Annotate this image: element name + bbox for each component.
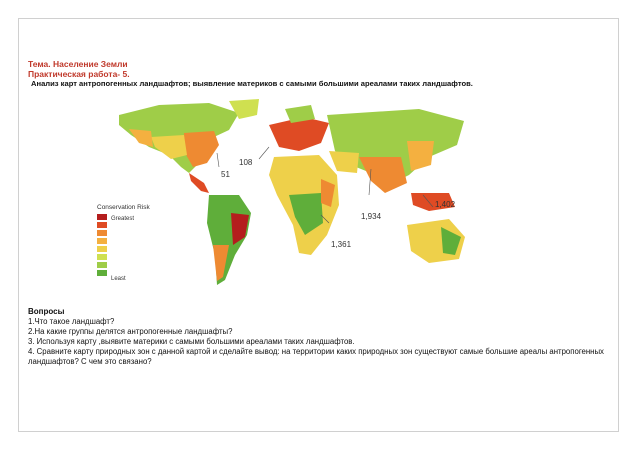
callout-label-c: 1,934 [361,212,382,221]
south-america [207,195,251,285]
questions [28,307,610,367]
asia-south [359,157,407,193]
callout-label-e: 1,361 [331,240,352,249]
callout-label-b: 51 [221,170,230,179]
legend-bottom-label: Least [111,276,126,282]
legend-swatch [97,230,107,236]
topic-title: Тема. Население Земли [28,59,128,69]
task-title: Практическая работа- 5. [28,69,130,79]
south-america-east [231,213,249,245]
legend-swatch [97,246,107,252]
callout-line-a [259,147,269,159]
europe [269,117,329,151]
question-4: 4. Сравните карту природных зон с данной картой и сделайте вывод: на территории каких природных зон существуют самые большие ареалы антропогенных ландшафтов? С чем это связано? [28,347,604,366]
legend-swatch [97,270,107,276]
callout-line-b [217,153,219,167]
legend-top-label: Greatest [111,216,135,222]
middle-east [329,151,359,173]
central-america [189,173,209,193]
north-america-mid [151,135,187,159]
callout-label-d: 1,402 [435,200,456,209]
legend-swatch [97,214,107,220]
world-map [89,95,484,305]
north-america-west [129,129,153,147]
legend [97,204,150,282]
question-3: 3. Используя карту ,выявите материки с самыми большими ареалами таких ландшафтов. [28,337,355,346]
legend-swatch [97,222,107,228]
asia-east [407,141,434,171]
legend-title: Conservation Risk [97,204,150,211]
legend-swatch [97,254,107,260]
question-2: 2.На какие группы делятся антропогенные ландшафты? [28,327,233,336]
slide-frame [18,18,619,432]
subtitle: Анализ карт антропогенных ландшафтов; выявление материков с самыми большими ареалами таких ландшафтов. [31,79,473,88]
questions-title: Вопросы [28,307,65,316]
legend-swatches [97,214,107,276]
legend-swatch [97,262,107,268]
callout-label-a: 108 [239,158,253,167]
question-1: 1.Что такое ландшафт? [28,317,115,326]
header [28,59,612,89]
legend-swatch [97,238,107,244]
